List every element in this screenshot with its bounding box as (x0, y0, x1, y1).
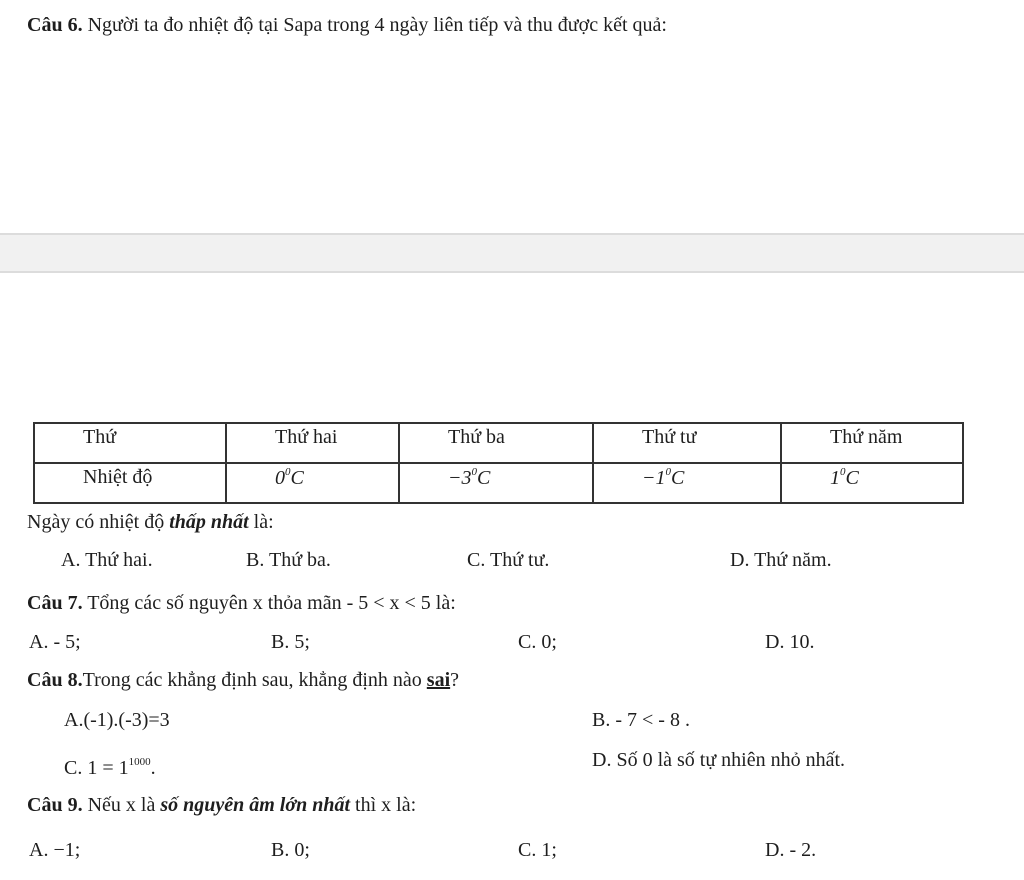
q9-option-c: C. 1; (518, 839, 557, 861)
question-8-label: Câu 8. (27, 669, 83, 691)
temp-unit: C (671, 467, 685, 489)
subquestion-text: Ngày có nhiệt độ (27, 511, 170, 533)
q8-option-c (64, 750, 156, 780)
q6-option-b: B. Thứ ba. (246, 549, 331, 571)
table-row (34, 463, 963, 503)
q8-option-b: B. - 7 < - 8 . (592, 709, 690, 731)
temp-unit: C (477, 467, 491, 489)
table-cell: Thứ ba (399, 423, 593, 463)
temp-value: 1 (830, 467, 840, 489)
q8-option-c-exponent: 1000 (128, 756, 151, 768)
q6-option-d: D. Thứ năm. (730, 549, 832, 571)
q8-option-d: D. Số 0 là số tự nhiên nhỏ nhất. (592, 749, 846, 771)
table-cell: Thứ tư (593, 423, 781, 463)
question-6-text: Người ta đo nhiệt độ tại Sapa trong 4 ngày liên tiếp và thu được kết quả: (82, 14, 667, 36)
table-cell: Thứ (34, 423, 226, 463)
temp-value: −3 (448, 467, 472, 489)
question-7-text: Tổng các số nguyên x thỏa mãn - 5 < x < 5 là: (82, 592, 456, 614)
temp-value: −1 (642, 467, 666, 489)
question-8-text: Trong các khẳng định sau, khẳng định nào (82, 669, 427, 691)
degree-mark: 0 (471, 466, 477, 478)
table-cell: Thứ hai (226, 423, 399, 463)
q8-option-c-end: . (150, 757, 156, 779)
temp-value: 0 (275, 467, 285, 489)
question-6-label: Câu 6. (27, 14, 83, 36)
table-cell (781, 463, 963, 503)
question-8-end: ? (450, 669, 460, 691)
table-cell: Thứ năm (781, 423, 963, 463)
question-7-heading (27, 591, 456, 615)
question-8-emphasis: sai (426, 669, 451, 691)
question-9-label: Câu 9. (27, 794, 83, 816)
q9-option-a: A. −1; (29, 839, 81, 861)
q6-option-a: A. Thứ hai. (61, 549, 153, 571)
q9-option-d: D. - 2. (765, 839, 817, 861)
question-9-text: Nếu x là (82, 794, 161, 816)
degree-mark: 0 (665, 466, 671, 478)
page-divider (0, 233, 1024, 273)
q7-option-c: C. 0; (518, 631, 557, 653)
table-cell (593, 463, 781, 503)
q7-option-b: B. 5; (271, 631, 310, 653)
table-cell: Nhiệt độ (34, 463, 226, 503)
question-9-heading (27, 793, 416, 817)
degree-mark: 0 (840, 466, 846, 478)
table-row (34, 423, 963, 463)
question-8-heading (27, 668, 459, 692)
temperature-table (33, 422, 964, 504)
question-9-emphasis: số nguyên âm lớn nhất (160, 794, 351, 816)
q9-option-b: B. 0; (271, 839, 310, 861)
subquestion-emphasis: thấp nhất (169, 511, 249, 533)
subquestion-end: là: (248, 511, 274, 533)
q7-option-a: A. - 5; (29, 631, 81, 653)
degree-mark: 0 (285, 466, 291, 478)
question-9-end: thì x là: (350, 794, 417, 816)
question-7-label: Câu 7. (27, 592, 83, 614)
question-6-heading (27, 13, 667, 37)
temp-unit: C (845, 467, 859, 489)
temp-unit: C (290, 467, 304, 489)
q7-option-d: D. 10. (765, 631, 815, 653)
q6-option-c: C. Thứ tư. (467, 549, 550, 571)
table-cell (399, 463, 593, 503)
question-6-subquestion (27, 510, 274, 534)
q8-option-c-text: C. 1 = 1 (64, 757, 129, 779)
table-cell (226, 463, 399, 503)
q8-option-a: A.(-1).(-3)=3 (64, 709, 170, 731)
